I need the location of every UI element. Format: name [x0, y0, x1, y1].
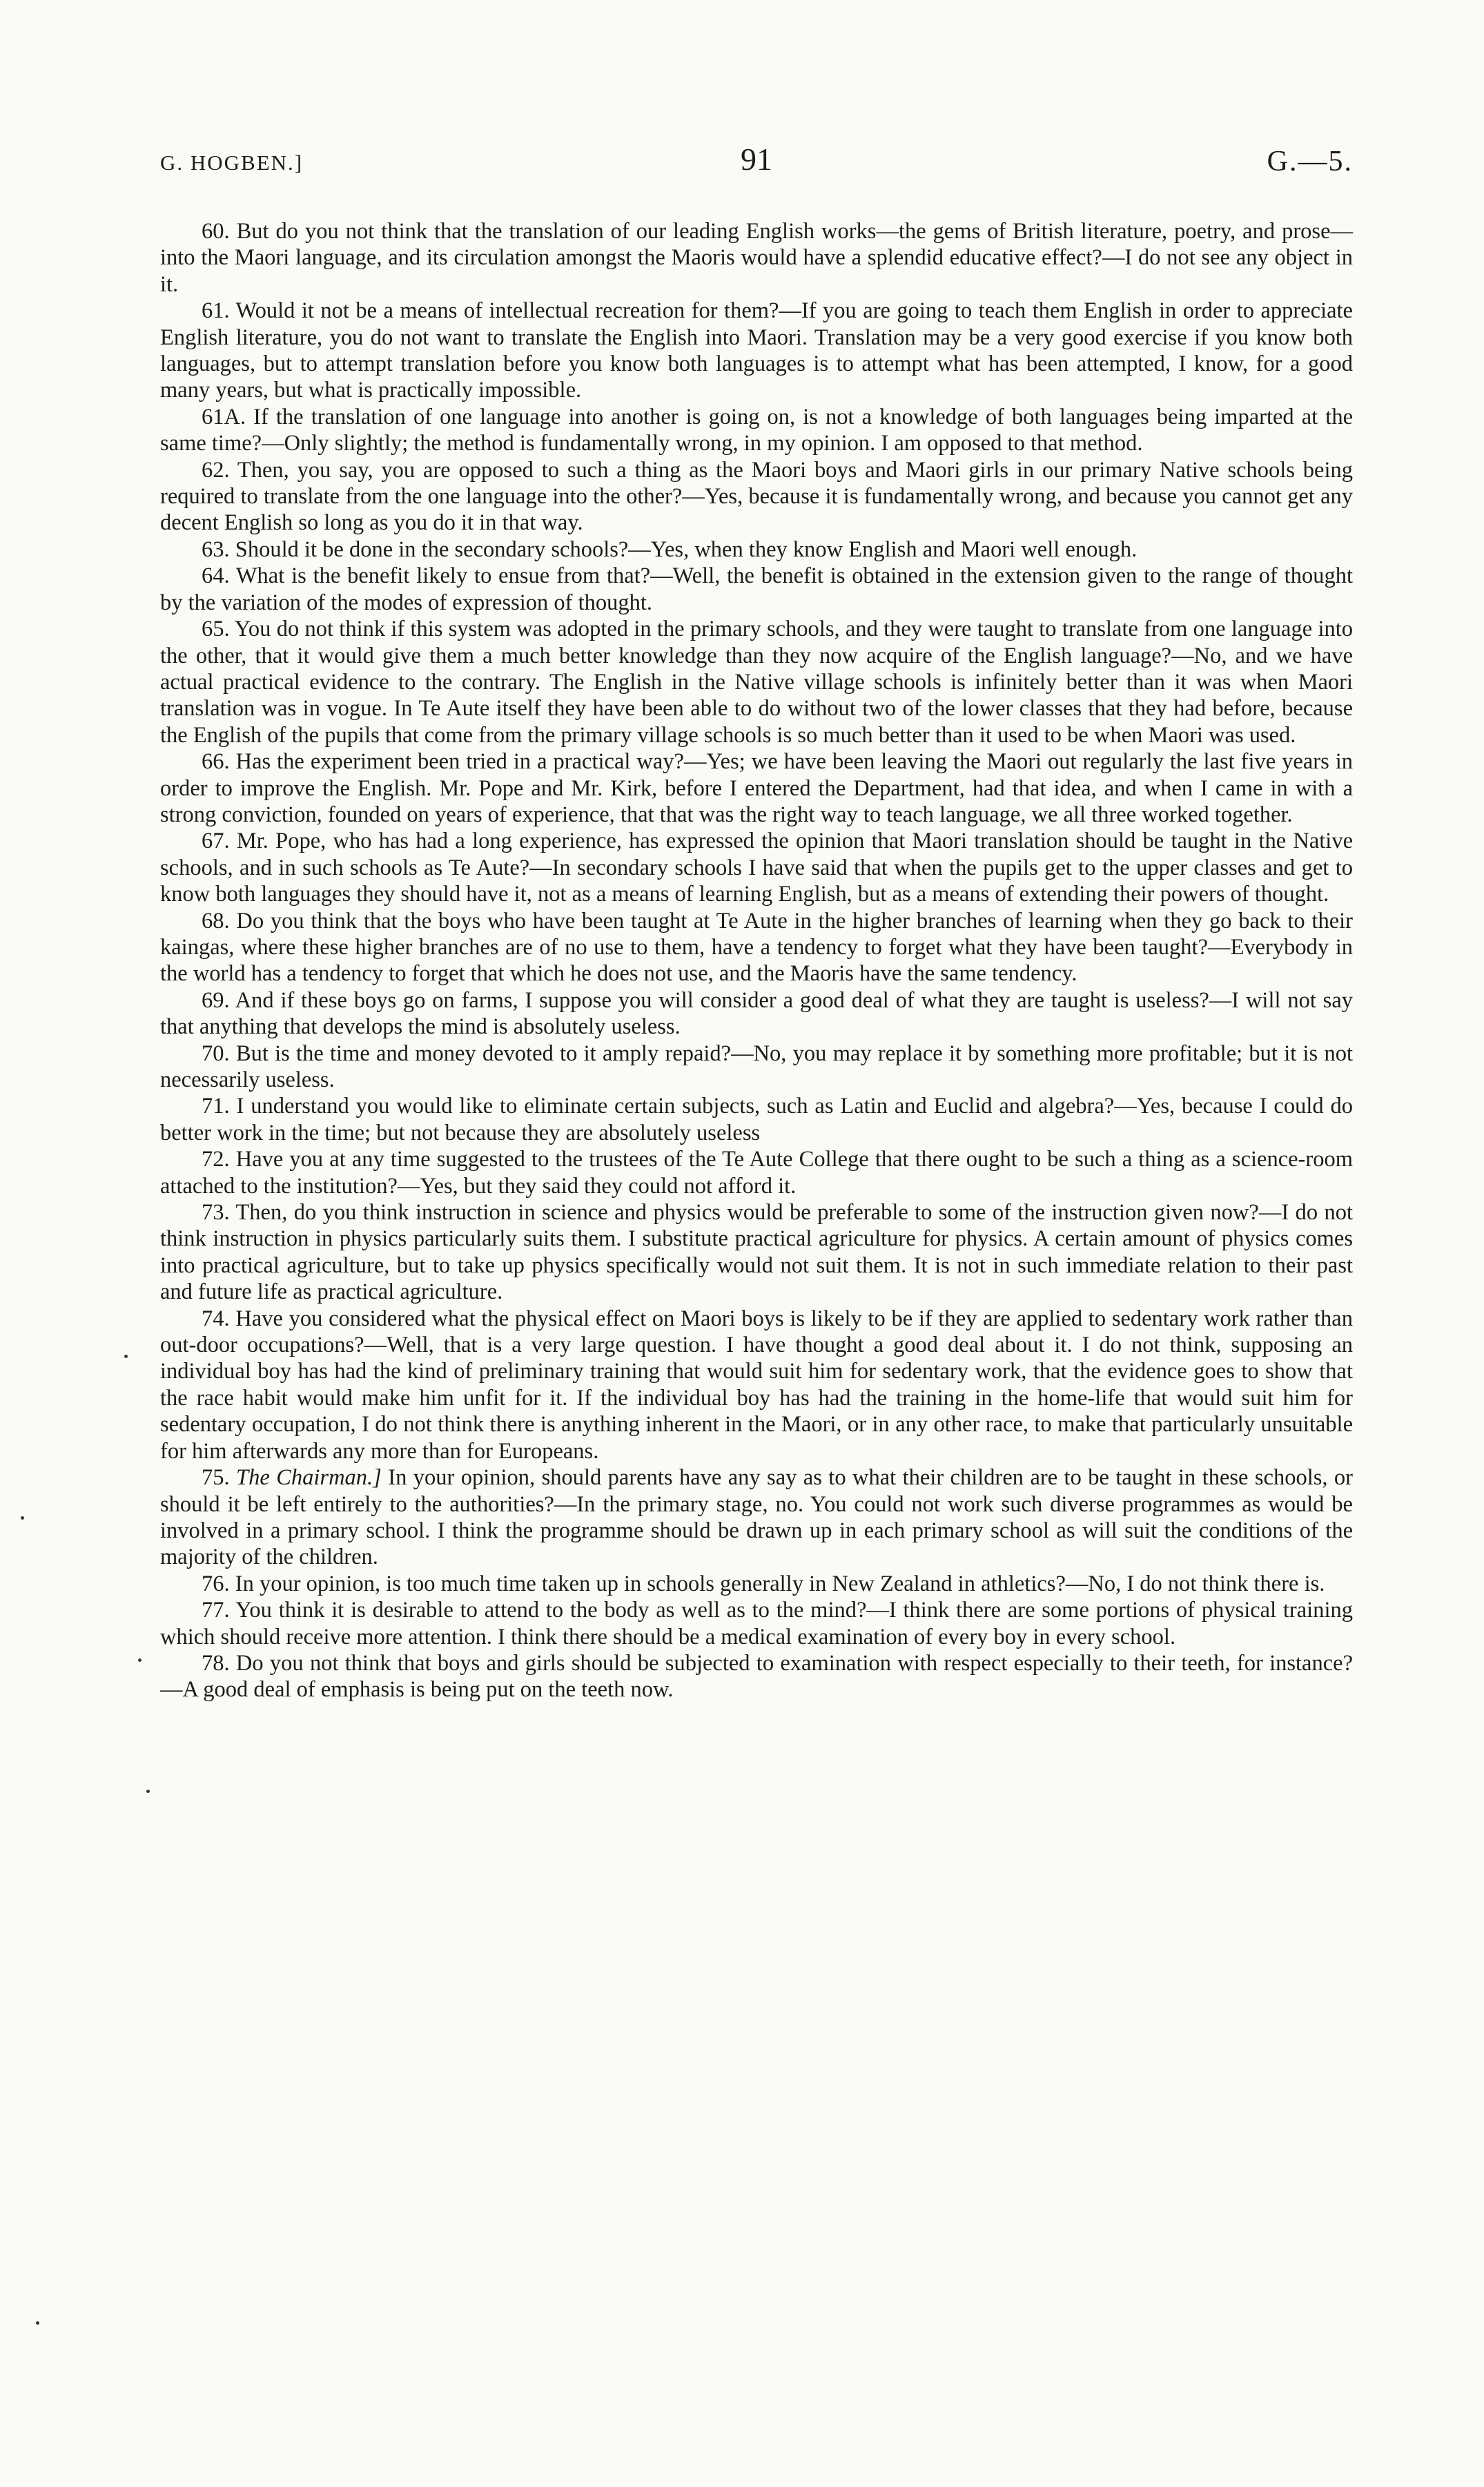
question-number: 75.	[202, 1465, 230, 1491]
evidence-paragraph: 64. What is the benefit likely to ensue from that?—Well, the benefit is obtained in the extension given to the range of thought by the variation of the modes of expression of thought.	[160, 563, 1353, 615]
evidence-paragraph: 78. Do you not think that boys and girls should be subjected to examination with respect especially to their teeth, for instance?—A good deal of emphasis is being put on the teeth now.	[160, 1650, 1353, 1703]
evidence-paragraph: 67. Mr. Pope, who has had a long experience, has expressed the opinion that Maori translation should be taught in the Native schools, and in such schools as Te Aute?—In secondary schools I have said that when the pupils get to the upper classes and get to know both languages they should have it, not as a means of learning English, but as a means of extending their powers of thought.	[160, 829, 1353, 907]
speaker-label: The Chairman.]	[236, 1465, 382, 1491]
evidence-paragraph: 72. Have you at any time suggested to the trustees of the Te Aute College that there ought to be such a thing as a science-room attached to the institution?—Yes, but they said they could not afford it.	[160, 1147, 1353, 1199]
evidence-paragraph: 66. Has the experiment been tried in a practical way?—Yes; we have been leaving the Maori out regularly the last five years in order to improve the English. Mr. Pope and Mr. Kirk, before I entered the Department, had that idea, and when I came in with a strong conviction, founded on years of experience, that that was the right way to teach language, we all three worked together.	[160, 749, 1353, 827]
evidence-paragraph: 65. You do not think if this system was adopted in the primary schools, and they were taught to translate from one language into the other, that it would give them a much better knowledge than they now acquire of the English language?—No, and we have actual practical evidence to the contrary. The English in the Native village schools is infinitely better than it was when Maori translation was in vogue. In Te Aute itself they have been able to do without two of the lower classes that they had before, because the English of the pupils that come from the primary village schools is so much better than it used to be when Maori was used.	[160, 617, 1353, 748]
evidence-paragraph: 60. But do you not think that the translation of our leading English works—the gems of British literature, poetry, and prose—into the Maori language, and its circulation amongst the Maoris would have a splendid educative effect?—I do not see any object in it.	[160, 219, 1353, 297]
evidence-paragraph: 68. Do you think that the boys who have been taught at Te Aute in the higher branches of learning when they go back to their kaingas, where these higher branches are of no use to them, have a tendency to forget what they have been taught?—Everybody in the world has a tendency to forget that which he does not use, and the Maoris have the same tendency.	[160, 908, 1353, 987]
evidence-paragraph: 77. You think it is desirable to attend to the body as well as to the mind?—I think there are some portions of physical training which should receive more attention. I think there should be a medical examination of every boy in every school.	[160, 1598, 1353, 1649]
evidence-paragraph-chairman	[160, 1464, 1353, 1571]
evidence-paragraph: 71. I understand you would like to eliminate certain subjects, such as Latin and Euclid and algebra?—Yes, because I could do better work in the time; but not because they are absolutely useless	[160, 1094, 1353, 1145]
paper-reference: G.—5.	[1267, 146, 1353, 177]
evidence-paragraph: 73. Then, do you think instruction in science and physics would be preferable to some of the instruction given now?—I do not think instruction in physics particularly suits them. I substitute practical agriculture for physics. A certain amount of physics comes into practical agriculture, but to take up physics specifically would not suit them. It is not in such immediate relation to their past and future life as practical agriculture.	[160, 1200, 1353, 1305]
evidence-paragraph: 70. But is the time and money devoted to it amply repaid?—No, you may replace it by something more profitable; but it is not necessarily useless.	[160, 1041, 1353, 1092]
evidence-paragraph: 69. And if these boys go on farms, I suppose you will consider a good deal of what they are taught is useless?—I will not say that anything that develops the mind is absolutely useless.	[160, 987, 1353, 1040]
question-text: In your opinion, should parents have any say as to what their children are to be taught in these schools, or should it be left entirely to the authorities?—In the primary stage, no. You could not work such diverse programmes as would be involved in a primary school. I think the programme should be drawn up in each primary school as will suit the conditions of the majority of the children.	[160, 1465, 1354, 1570]
evidence-paragraph: 62. Then, you say, you are opposed to such a thing as the Maori boys and Maori girls in our primary Native schools being required to translate from the one language into the other?—Yes, because it is fundamentally wrong, and because you cannot get any decent English so long as you do it in that way.	[160, 457, 1353, 536]
evidence-body	[160, 218, 1353, 1703]
margin-speck	[124, 1355, 128, 1358]
margin-speck	[138, 1658, 141, 1662]
evidence-paragraph: 61. Would it not be a means of intellectual recreation for them?—If you are going to teach them English in order to appreciate English literature, you do not want to translate the English into Maori. Translation may be a very good exercise if you know both languages, but to attempt translation before you know both languages is to attempt what has been attempted, I know, for a good many years, but what is practically impossible.	[160, 298, 1353, 403]
margin-speck	[36, 2321, 39, 2325]
page-header	[160, 135, 1353, 191]
evidence-paragraph: 76. In your opinion, is too much time taken up in schools generally in New Zealand in athletics?—No, I do not think there is.	[202, 1571, 1325, 1596]
page-number: 91	[741, 142, 772, 177]
evidence-paragraph: 74. Have you considered what the physical effect on Maori boys is likely to be if they are applied to sedentary work rather than out-door occupations?—Well, that is a very large question. I have thought a good deal about it. I do not think, supposing an individual boy has had the kind of preliminary training that would suit him for sedentary work, that the evidence goes to show that the race habit would make him unfit for it. If the individual boy has had the training in the home-life that would suit him for sedentary occupation, I do not think there is anything inherent in the Maori, or in any other race, to make that particularly unsuitable for him afterwards any more than for Europeans.	[160, 1306, 1353, 1464]
header-witness-name: G. HOGBEN.]	[160, 151, 304, 175]
margin-speck	[146, 1790, 150, 1793]
evidence-paragraph: 63. Should it be done in the secondary schools?—Yes, when they know English and Maori well enough.	[202, 536, 1138, 562]
margin-speck	[21, 1516, 24, 1520]
evidence-paragraph: 61A. If the translation of one language into another is going on, is not a knowledge of both languages being imparted at the same time?—Only slightly; the method is fundamentally wrong, in my opinion. I am opposed to that method.	[160, 404, 1353, 456]
